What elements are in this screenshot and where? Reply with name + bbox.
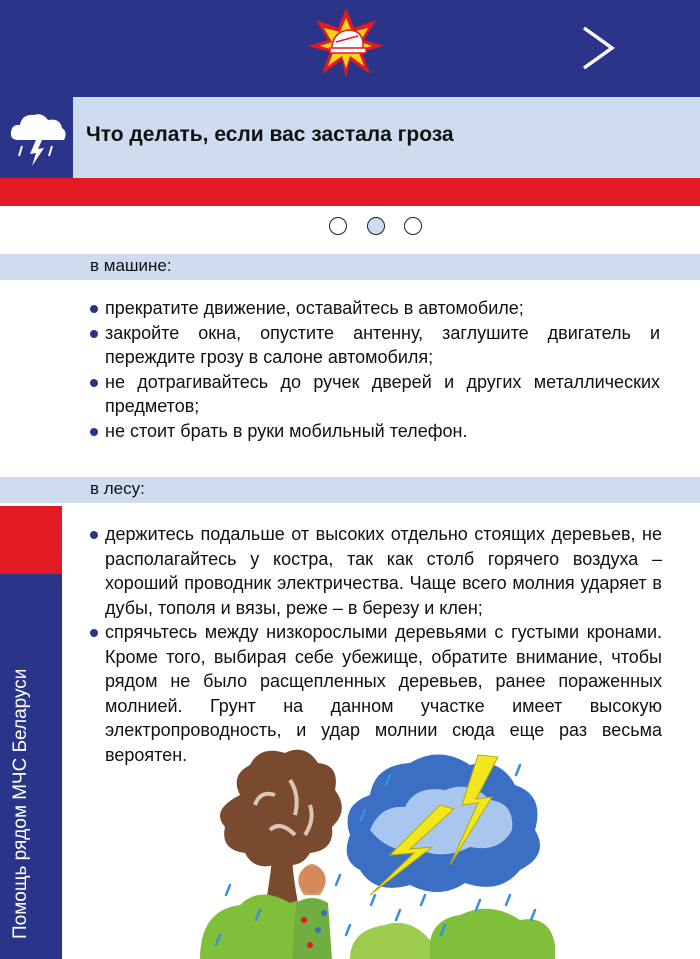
list-item: держитесь подальше от высоких отдельно стоящих деревьев, не располагайтесь у костра, так как столб горячего воздуха – хороший проводник электричества. Чаще всего молния ударяет в дубы, тополя и вязы, реже – в березу и клен; bbox=[90, 522, 662, 620]
thunderstorm-illustration bbox=[200, 735, 560, 959]
next-page-button[interactable] bbox=[574, 22, 622, 74]
list-item: закройте окна, опустите антенну, заглушите двигатель и переждите грозу в салоне автомобиля; bbox=[90, 321, 660, 370]
red-stripe bbox=[0, 178, 700, 206]
page-dot-1[interactable] bbox=[329, 217, 347, 235]
car-advice-list bbox=[90, 296, 660, 443]
storm-cloud-icon bbox=[8, 110, 68, 168]
section-label-forest: в лесу: bbox=[90, 479, 145, 498]
section-label-car: в машине: bbox=[90, 256, 172, 275]
mchs-emblem-icon bbox=[306, 6, 386, 78]
page-dot-3[interactable] bbox=[404, 217, 422, 235]
list-item: прекратите движение, оставайтесь в автомобиле; bbox=[90, 296, 660, 321]
list-item: не стоит брать в руки мобильный телефон. bbox=[90, 419, 660, 444]
forest-advice-list bbox=[90, 522, 662, 767]
sidebar-red-block bbox=[0, 506, 62, 574]
pagination-dots bbox=[329, 217, 429, 239]
list-item: не дотрагивайтесь до ручек дверей и других металлических предметов; bbox=[90, 370, 660, 419]
page-title: Что делать, если вас застала гроза bbox=[86, 123, 454, 146]
page-dot-2-active[interactable] bbox=[367, 217, 385, 235]
list-item: спрячьтесь между низкорослыми деревьями с густыми кронами. Кроме того, выбирая себе убежище, обратите внимание, чтобы рядом не было расщепленных деревьев, ранее пораженных молнией. Грунт на данном участке имеет высокую электропроводность, и удар молнии сюда еще раз весьма вероятен. bbox=[90, 620, 662, 767]
sidebar-slogan: Помощь рядом МЧС Беларуси bbox=[10, 668, 31, 939]
